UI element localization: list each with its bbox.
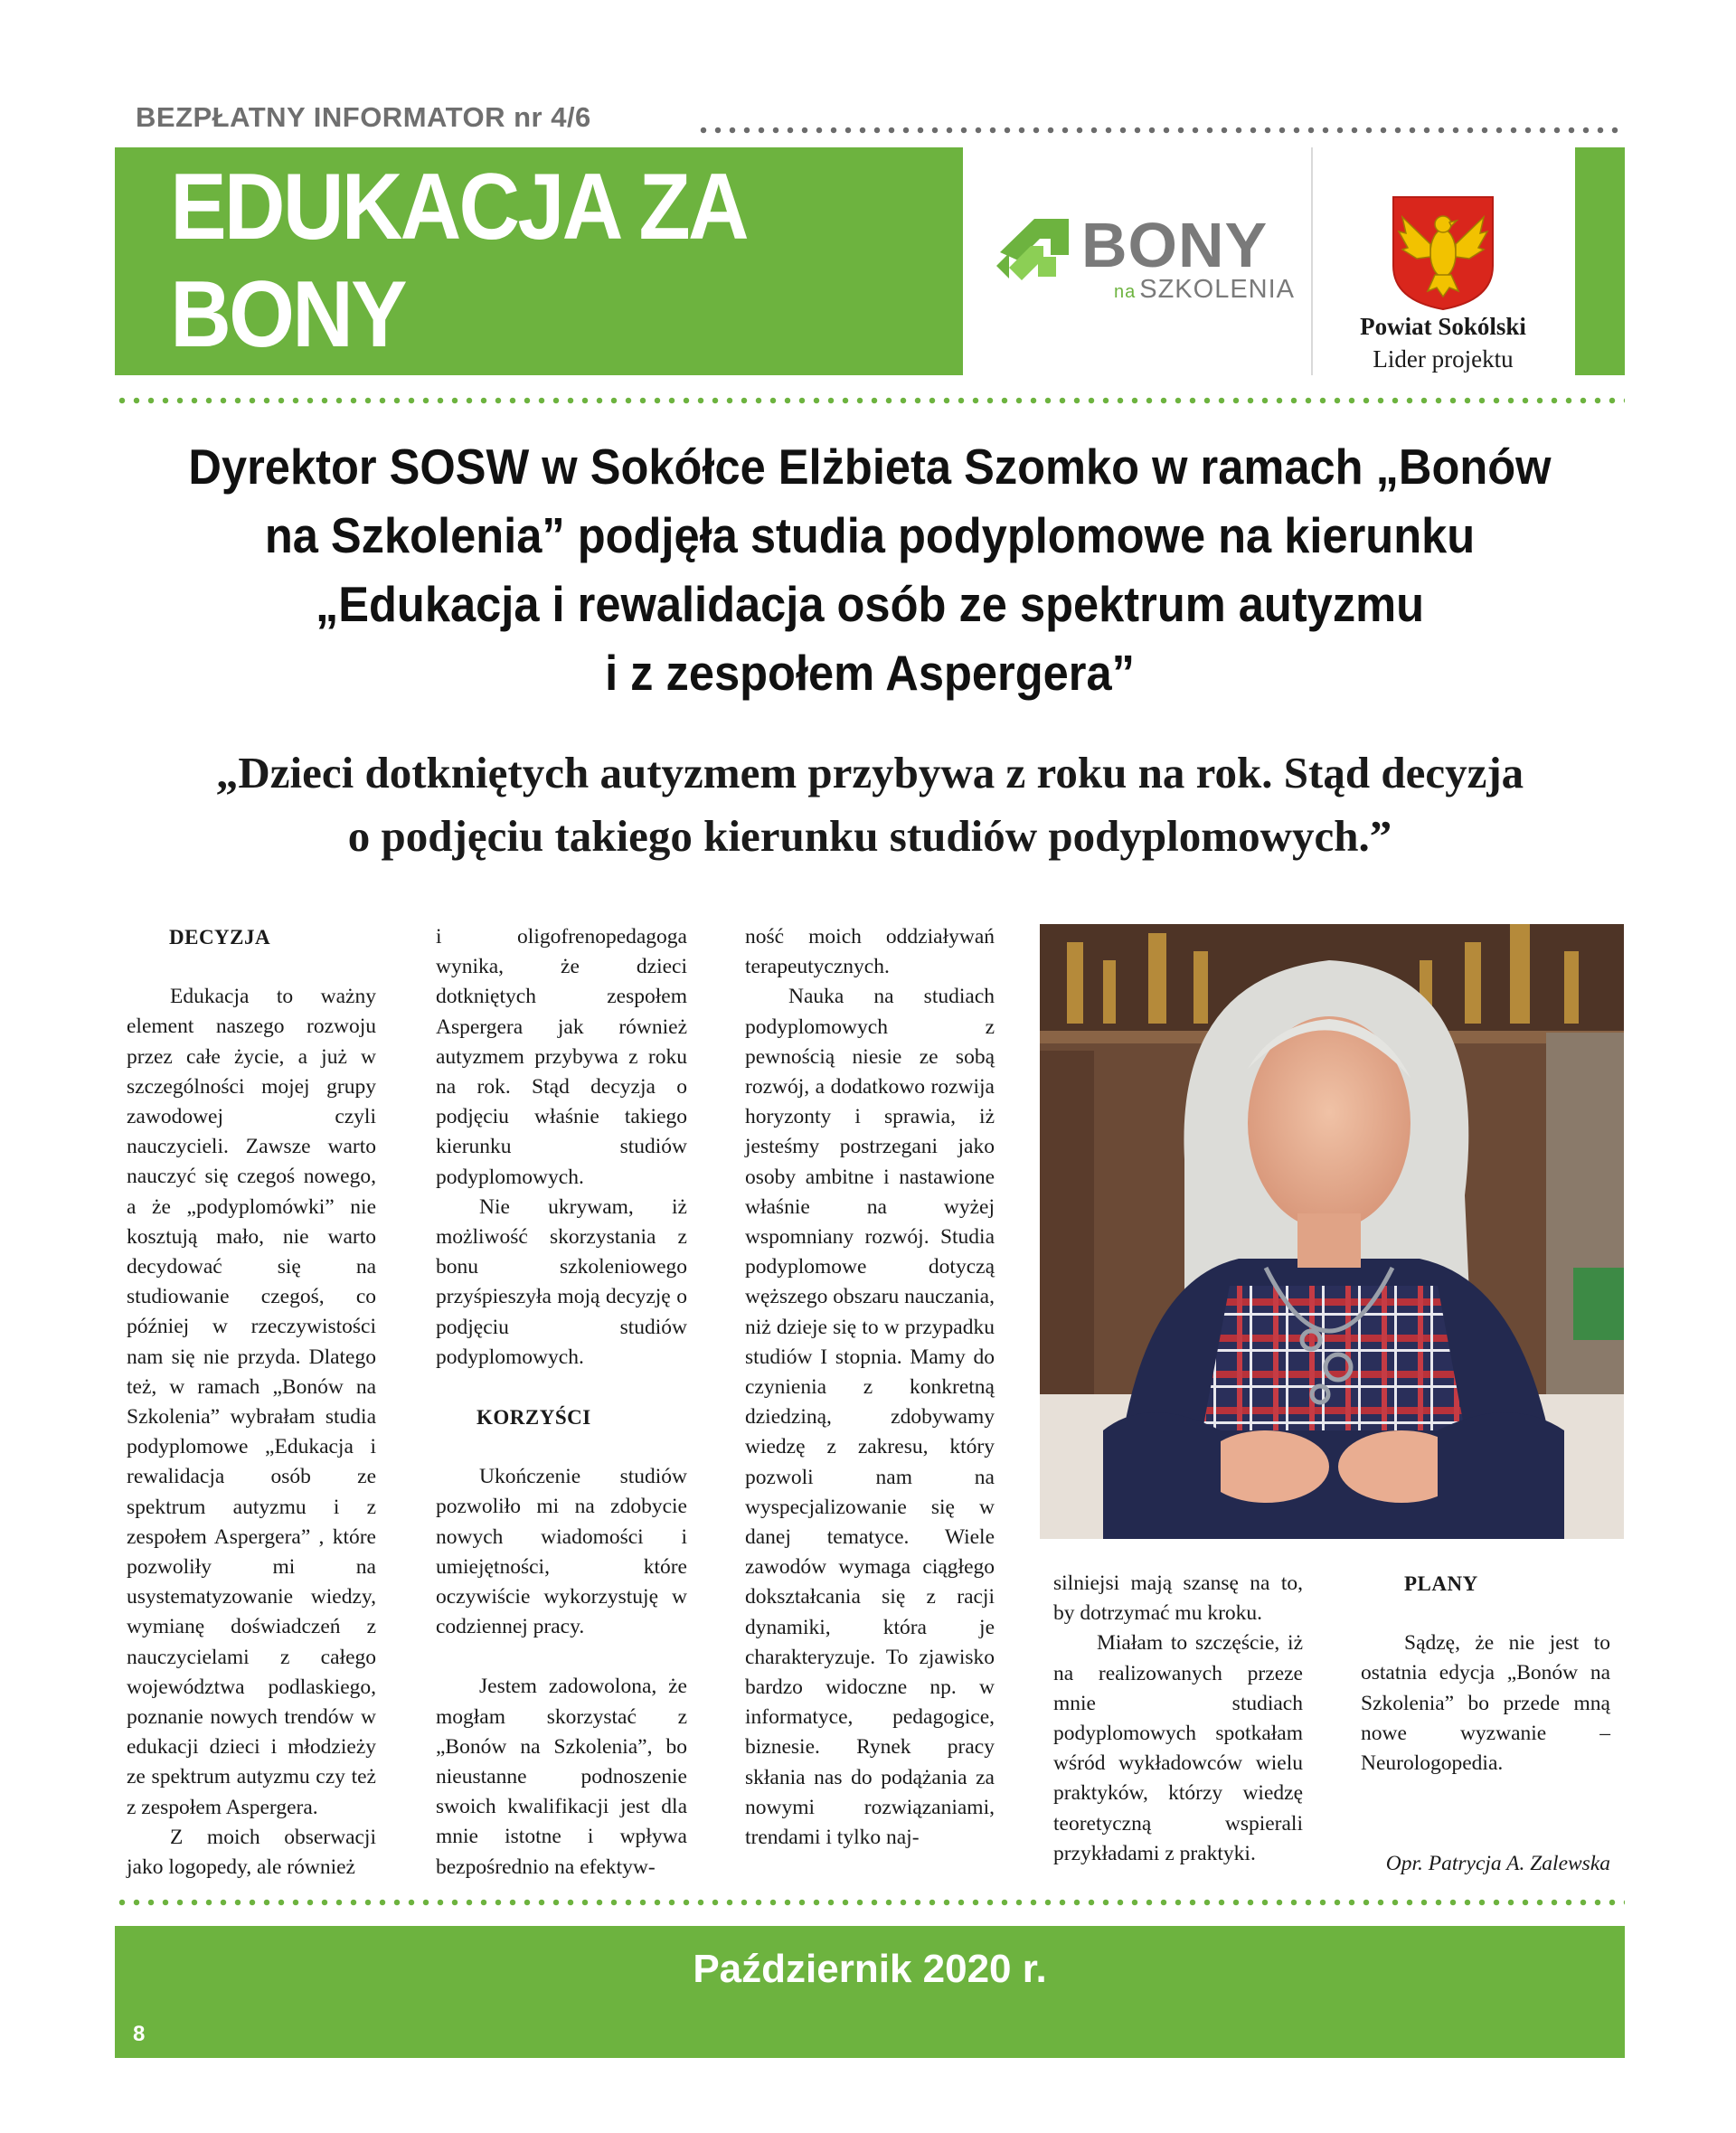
section-heading-decyzja: DECYZJA	[169, 926, 271, 949]
headline-line-3: „Edukacja i rewalidacja osób ze spektrum autyzmu	[315, 576, 1425, 632]
green-dotted-rule-bottom	[115, 1899, 1625, 1906]
paragraph-4: Ukończenie studiów pozwoliło mi na zdobycie nowych wiadomości i umiejętności, które oczywiście wykorzystuję w codziennej pracy.	[436, 1465, 687, 1639]
article-column-5	[1361, 1569, 1610, 1779]
bony-logo-subtitle	[1114, 277, 1295, 303]
article-column-1	[127, 922, 376, 1883]
headline-line-4: i z zespołem Aspergera”	[605, 645, 1135, 701]
page-number: 8	[133, 2022, 146, 2046]
paragraph-3: Nie ukrywam, iż możliwość skorzystania z bonu szkoleniowego przyśpieszyła moją decyzję o podjęciu studiów podyplomowych.	[436, 1194, 687, 1369]
pull-quote	[115, 741, 1625, 868]
pull-quote-line-2: o podjęciu takiego kierunku studiów podyplomowych.”	[347, 811, 1392, 861]
section-heading-korzysci: KORZYŚCI	[476, 1406, 591, 1430]
paragraph-5-end: ność moich oddziaływań terapeutycznych.	[745, 925, 995, 979]
partner-role: Lider projektu	[1373, 345, 1514, 373]
green-dotted-rule-top	[115, 397, 1625, 404]
paragraph-8: Sądzę, że nie jest to ostatnia edycja „Bonów na Szkolenia” bo przede mną nowe wyzwanie – Neurologopedia.	[1361, 1631, 1610, 1776]
bony-logo-na: na	[1114, 282, 1137, 302]
portrait-photo	[1040, 924, 1624, 1539]
top-dotted-rule	[696, 127, 1625, 134]
crest-icon	[1390, 193, 1496, 313]
author-credit: Opr. Patrycja A. Zalewska	[1385, 1852, 1610, 1875]
banner-right-strip	[1575, 147, 1625, 375]
article-column-4	[1053, 1569, 1303, 1869]
paragraph-5: Jestem zadowolona, że mogłam skorzystać z „Bonów na Szkolenia”, bo nieustanne podnoszenie swoich kwalifikacji jest dla mnie istotne i wpływa bezpośrednio na efektyw-	[436, 1675, 687, 1879]
paragraph-2-start: Z moich obserwacji jako logopedy, ale również	[127, 1825, 376, 1880]
issue-date: Październik 2020 r.	[693, 1947, 1047, 1991]
paragraph-6-end: silniejsi mają szansę na to, by dotrzymać mu kroku.	[1053, 1571, 1303, 1626]
banner-title: EDUKACJA ZA BONY	[170, 155, 744, 367]
informator-label: BEZPŁATNY INFORMATOR nr 4/6	[136, 101, 591, 133]
bony-logo-sub: SZKOLENIA	[1139, 275, 1296, 304]
headline-line-2: na Szkolenia” podjęła studia podyplomowe na kierunku	[264, 507, 1476, 563]
bony-arrow-logo	[991, 203, 1081, 293]
headline-line-1: Dyrektor SOSW w Sokółce Elżbieta Szomko w ramach „Bonów	[188, 439, 1552, 495]
article-column-3	[745, 922, 995, 1853]
article-column-2	[436, 922, 687, 1883]
pull-quote-line-1: „Dzieci dotkniętych autyzmem przybywa z roku na rok. Stąd decyzja	[215, 748, 1524, 798]
section-heading-plany: PLANY	[1404, 1572, 1478, 1595]
paragraph-1: Edukacja to ważny element naszego rozwoju przez całe życie, a już w szczególności mojej grupy zawodowej czyli nauczycieli. Zawsze warto nauczyć się czegoś nowego, a że „podyplomówki” nie kosztują mało, nie warto decydować się na studiowanie czegoś, co później w rzeczywistości nam się nie przyda. Dlatego też, w ramach „Bonów na Szkolenia” wybrałam studia podyplomowe „Edukacja i rewalidacja osób ze spektrum autyzmu i z zespołem Aspergera” , które pozwoliły mi na usystematyzowanie wiedzy, wymianę doświadczeń z nauczycielami z całego województwa podlaskiego, poznanie nowych trendów w edukacji dzieci i młodzieży ze spektrum autyzmu czy też z zespołem Aspergera.	[127, 985, 376, 1819]
headline	[175, 432, 1564, 707]
bony-logo-word: BONY	[1081, 210, 1269, 280]
paragraph-6: Nauka na studiach podyplomowych z pewnością niesie ze sobą rozwój, a dodatkowo rozwija horyzonty i sprawia, iż jesteśmy postrzegani jako osoby ambitne i nastawione właśnie na wyżej wspomniany rozwój. Studia podyplomowe dotyczą węższego obszaru nauczania, niż dzieje się to w przypadku studiów I stopnia. Mamy do czynienia z konkretną dziedziną, zdobywamy wiedzę z zakresu, który pozwoli nam na wyspecjalizowanie się w danej tematyce. Wiele zawodów wymaga ciągłego dokształcania się z racji dynamiki, która je charakteryzuje. To zjawisko bardzo widoczne np. w informatyce, pedagogice, biznesie. Rynek pracy skłania nas do podążania za nowymi rozwiązaniami, trendami i tylko naj-	[745, 985, 995, 1850]
partner-name: Powiat Sokólski	[1360, 313, 1526, 340]
paragraph-7: Miałam to szczęście, iż na realizowanych przeze mnie studiach podyplomowych spotkałam wśród wykładowców wielu praktyków, którzy wiedzę teoretyczną wspierali przykładami z praktyki.	[1053, 1631, 1303, 1865]
footer-band	[115, 1926, 1625, 2058]
paragraph-2-end: i oligofrenopedagoga wynika, że dzieci dotkniętych zespołem Aspergera jak również autyzmem przybywa z roku na rok. Stąd decyzja o podjęciu właśnie takiego kierunku studiów podyplomowych.	[436, 925, 687, 1189]
